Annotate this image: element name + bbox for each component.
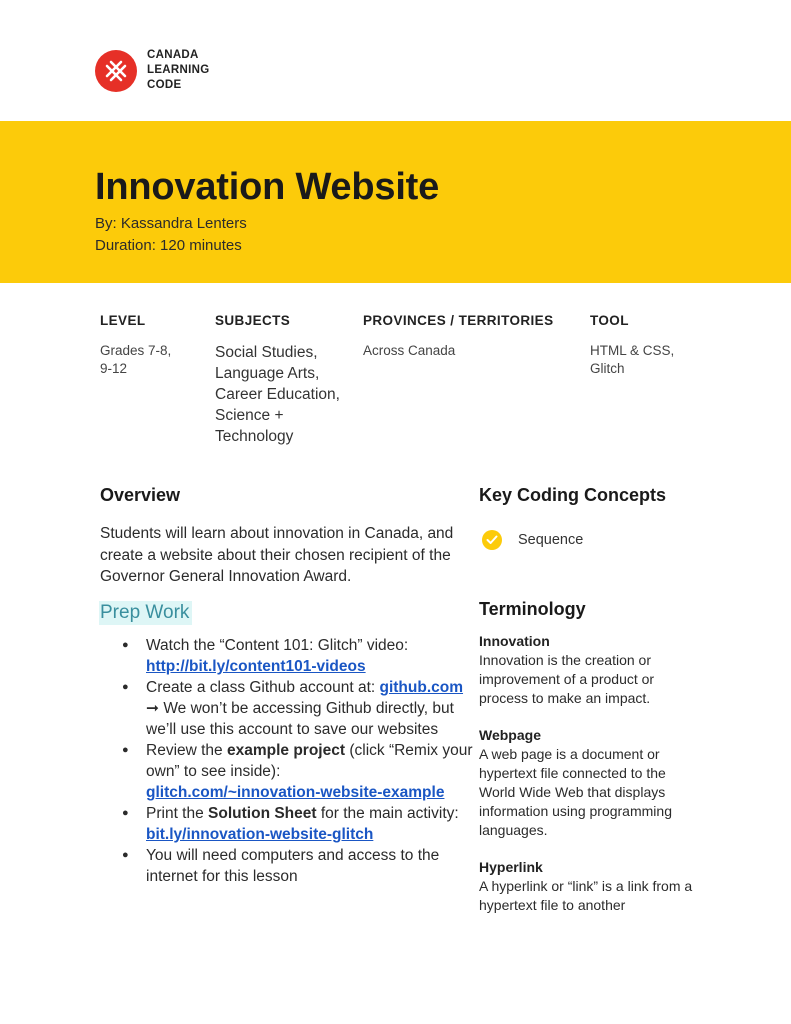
prep-item-text: Print the: [146, 805, 204, 822]
list-item: [120, 803, 480, 845]
level-column: [100, 313, 195, 378]
prep-work-list: [120, 635, 480, 887]
prep-item-text: Create a class Github account at:: [146, 679, 376, 696]
level-label: LEVEL: [100, 313, 146, 328]
term-name: Webpage: [479, 727, 541, 743]
logo-wordmark: [147, 48, 209, 93]
prep-item-text: Watch the “Content 101: Glitch” video:: [146, 637, 409, 654]
github-link[interactable]: github.com: [379, 679, 464, 696]
overview-text: Students will learn about innovation in Canada, and create a website about their chosen recipient of the Governor General Innovation Award.: [100, 525, 454, 585]
canada-learning-code-logo: [95, 48, 209, 93]
terminology-list: [479, 632, 699, 933]
level-value: Grades 7-8, 9-12: [100, 343, 172, 376]
author-line: By: Kassandra Lenters: [95, 215, 247, 232]
list-item: [120, 677, 480, 740]
prep-work-heading: Prep Work: [99, 601, 192, 625]
logo-line-1: CANADA: [147, 49, 199, 61]
prep-item-text: for the main activity:: [320, 805, 459, 822]
term-name: Innovation: [479, 633, 550, 649]
page-title: Innovation Website: [95, 166, 440, 208]
tool-value: HTML & CSS, Glitch: [590, 343, 675, 376]
content101-videos-link[interactable]: http://bit.ly/content101-videos: [146, 658, 366, 675]
provinces-label: PROVINCES / TERRITORIES: [363, 313, 554, 328]
term-name: Hyperlink: [479, 859, 543, 875]
concept-label: Sequence: [518, 532, 584, 548]
list-item: [120, 845, 480, 887]
provinces-value: Across Canada: [363, 343, 456, 358]
term-item: [479, 632, 699, 708]
logo-lattice-icon: [95, 50, 137, 92]
term-definition: A web page is a document or hypertext file connected to the World Wide Web that displays information using programming languages.: [479, 746, 672, 838]
term-definition: Innovation is the creation or improvement of a product or process to make an impact.: [479, 652, 655, 706]
concept-item: [482, 530, 583, 550]
subjects-column: [215, 313, 355, 447]
solution-sheet-link[interactable]: bit.ly/innovation-website-glitch: [146, 826, 374, 843]
key-coding-concepts-heading: Key Coding Concepts: [479, 485, 667, 505]
list-item: [120, 740, 480, 803]
tool-label: TOOL: [590, 313, 629, 328]
prep-item-note: We won’t be accessing Github directly, but we’ll use this account to save our websites: [146, 700, 454, 738]
check-circle-icon: [482, 530, 502, 550]
tool-column: [590, 313, 710, 378]
prep-item-text: Review the: [146, 742, 223, 759]
logo-line-3: CODE: [147, 79, 182, 91]
subjects-label: SUBJECTS: [215, 313, 291, 328]
prep-item-emphasis: example project: [227, 742, 346, 759]
term-item: [479, 726, 699, 840]
provinces-column: [363, 313, 573, 360]
right-arrow-icon: ➞: [146, 700, 159, 717]
prep-item-text: You will need computers and access to the internet for this lesson: [146, 847, 440, 885]
prep-item-emphasis: Solution Sheet: [208, 805, 317, 822]
terminology-heading: Terminology: [479, 599, 586, 619]
prep-item-text: (click “Remix your own” to see inside):: [146, 742, 473, 780]
overview-heading: Overview: [100, 485, 181, 505]
duration-line: Duration: 120 minutes: [95, 237, 242, 254]
term-definition: A hyperlink or “link” is a link from a hypertext file to another: [479, 878, 693, 913]
subjects-value: Social Studies, Language Arts, Career Education, Science + Technology: [215, 344, 340, 445]
list-item: [120, 635, 480, 677]
term-item: [479, 858, 699, 915]
example-project-link[interactable]: glitch.com/~innovation-website-example: [146, 784, 445, 801]
logo-line-2: LEARNING: [147, 64, 210, 76]
